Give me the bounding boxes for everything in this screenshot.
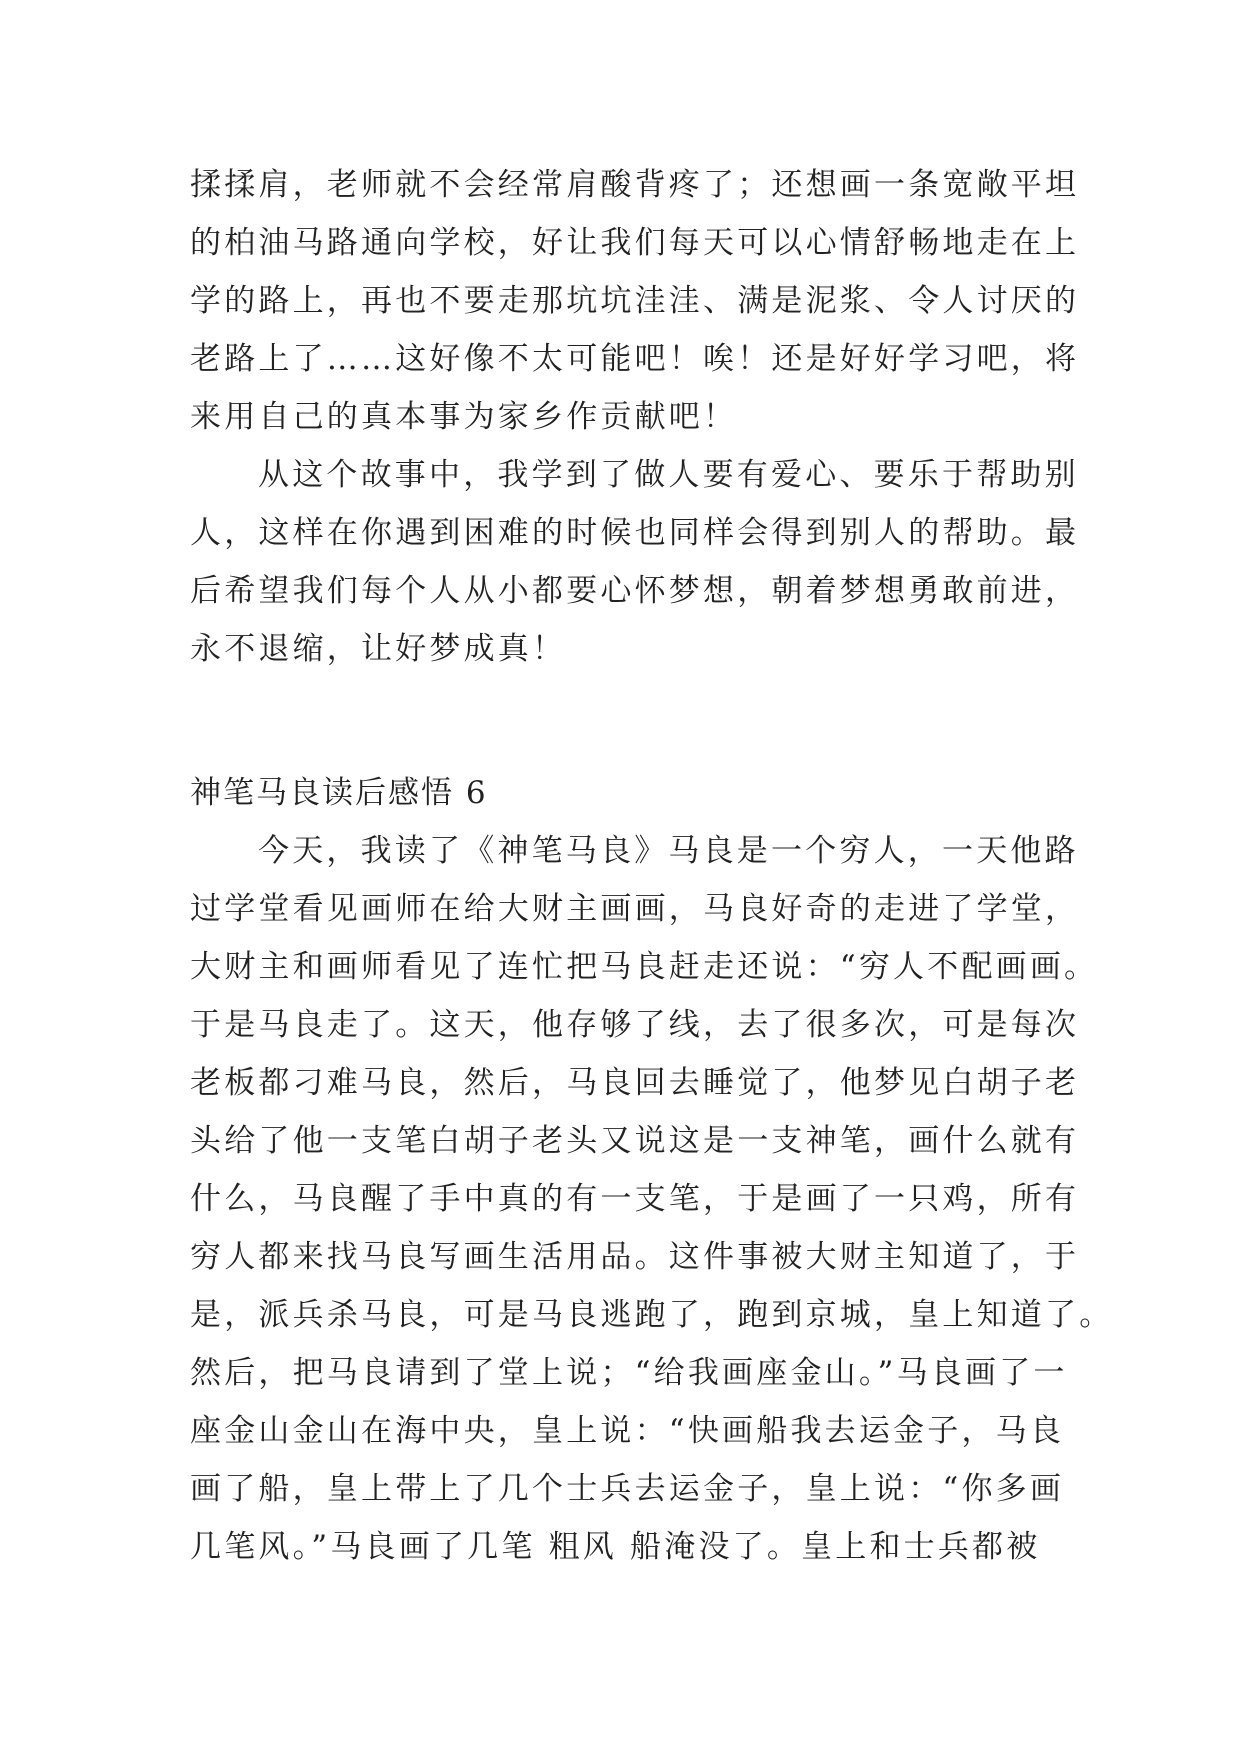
section-title: 神笔马良读后感悟 6 — [190, 775, 488, 811]
text-line: 然后，把马良请到了堂上说；“给我画座金山。”马良画了一 — [190, 1355, 1068, 1391]
document-body — [190, 156, 1114, 1576]
text-line: 来用自己的真本事为家乡作贡献吧！ — [190, 399, 738, 435]
text-line: 穷人都来找马良写画生活用品。这件事被大财主知道了，于 — [190, 1239, 1080, 1275]
text-line: 老板都刁难马良，然后，马良回去睡觉了，他梦见白胡子老 — [190, 1065, 1080, 1101]
section-gap — [190, 678, 1052, 764]
text-line: 永不退缩，让好梦成真！ — [190, 631, 567, 667]
text-line: 的柏油马路通向学校，好让我们每天可以心情舒畅地走在上 — [190, 225, 1080, 261]
text-line: 过学堂看见画师在给大财主画画，马良好奇的走进了学堂， — [190, 891, 1080, 927]
text-line: 学的路上，再也不要走那坑坑洼洼、满是泥浆、令人讨厌的 — [190, 283, 1080, 319]
text-line: 于是马良走了。这天，他存够了线，去了很多次，可是每次 — [190, 1007, 1080, 1043]
text-line: 老路上了……这好像不太可能吧！唉！还是好好学习吧，将 — [190, 341, 1080, 377]
text-line: 人，这样在你遇到困难的时候也同样会得到别人的帮助。最 — [190, 515, 1080, 551]
text-line: 大财主和画师看见了连忙把马良赶走还说：“穷人不配画画。 — [190, 949, 1099, 985]
text-line: 后希望我们每个人从小都要心怀梦想，朝着梦想勇敢前进， — [190, 573, 1080, 609]
text-line: 头给了他一支笔白胡子老头又说这是一支神笔，画什么就有 — [190, 1123, 1080, 1159]
text-line: 什么，马良醒了手中真的有一支笔，于是画了一只鸡，所有 — [190, 1181, 1080, 1217]
text-line: 揉揉肩，老师就不会经常肩酸背疼了；还想画一条宽敞平坦 — [190, 167, 1080, 203]
section-paragraph — [190, 822, 1114, 1576]
text-line: 座金山金山在海中央，皇上说：“快画船我去运金子，马良 — [190, 1413, 1065, 1449]
paragraph-conclusion — [190, 446, 1080, 678]
text-line: 今天，我读了《神笔马良》马良是一个穷人，一天他路 — [258, 833, 1079, 869]
text-line: 是，派兵杀马良，可是马良逃跑了，跑到京城，皇上知道了。 — [190, 1297, 1114, 1333]
paragraph-continued — [190, 156, 1080, 446]
text-line: 几笔风。”马良画了几笔 粗风 船淹没了。皇上和士兵都被 — [190, 1529, 1041, 1565]
text-line: 画了船，皇上带上了几个士兵去运金子，皇上说：“你多画 — [190, 1471, 1065, 1507]
text-line: 从这个故事中，我学到了做人要有爱心、要乐于帮助别 — [258, 457, 1079, 493]
